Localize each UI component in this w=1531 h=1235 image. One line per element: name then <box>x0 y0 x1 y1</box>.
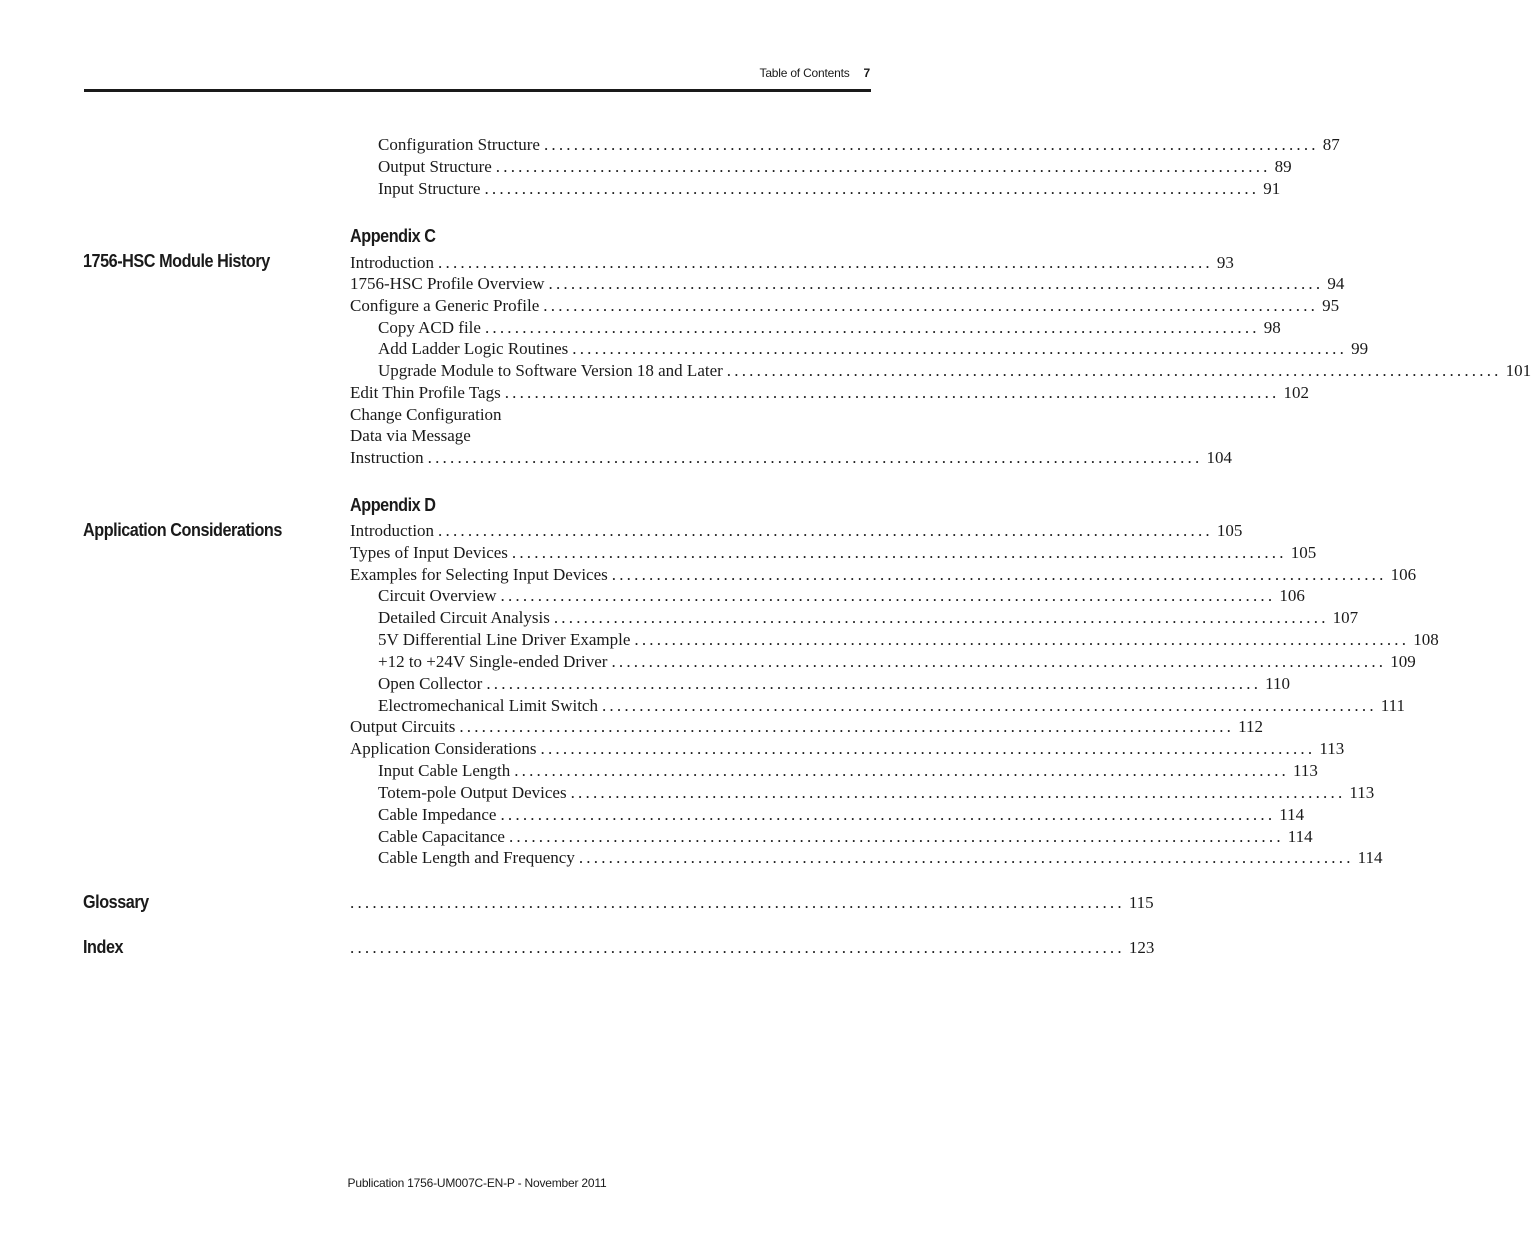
toc-entry-label: Detailed Circuit Analysis <box>378 608 550 627</box>
header-page-number: 7 <box>863 66 870 80</box>
toc-dot-leader: ........................................................................................................ <box>514 761 1290 780</box>
toc-entry[interactable] <box>378 782 1375 804</box>
toc-entry-label: Copy ACD file <box>378 318 481 337</box>
toc-entry-label: Totem-pole Output Devices <box>378 783 567 802</box>
toc-dot-leader: ........................................................................................................ <box>572 339 1348 358</box>
toc-entry-label: Data via Message <box>350 426 471 445</box>
toc-entry-label: Output Structure <box>378 157 492 176</box>
publication-footer: Publication 1756-UM007C-EN-P - November 2011 <box>347 1176 607 1190</box>
glossary-title: Glossary <box>83 892 149 912</box>
toc-entry[interactable] <box>350 738 1345 760</box>
toc-entry-glossary[interactable] <box>350 892 1154 914</box>
appendix-d-title: Appendix D <box>350 495 436 515</box>
toc-entry-label: Introduction <box>350 253 435 272</box>
toc-entry[interactable] <box>378 673 1291 695</box>
toc-entry[interactable] <box>378 651 1416 673</box>
toc-entry-label: Input Cable Length <box>378 761 511 780</box>
toc-entry-page: 94 <box>1327 274 1345 293</box>
toc-dot-leader: ........................................................................................................ <box>459 717 1235 736</box>
toc-dot-leader: ........................................................................................................ <box>438 253 1213 272</box>
toc-entry-label: Configuration Structure <box>378 135 540 154</box>
toc-entry-label: Output Circuits <box>350 717 456 736</box>
toc-entry-page: 105 <box>1216 521 1243 540</box>
toc-dot-leader: ........................................................................................................ <box>495 157 1271 176</box>
toc-entry-page: 107 <box>1332 608 1359 627</box>
toc-entry-label: Cable Capacitance <box>378 827 505 846</box>
toc-entry-label: Open Collector <box>378 674 483 693</box>
toc-entry[interactable] <box>378 134 1340 156</box>
toc-dot-leader: ........................................................................................................ <box>504 383 1280 402</box>
toc-entry[interactable] <box>378 585 1305 607</box>
toc-entry-page: 113 <box>1349 783 1375 802</box>
toc-entry[interactable] <box>378 847 1383 869</box>
toc-dot-leader: ........................................................................................................ <box>543 296 1319 315</box>
toc-dot-leader: ........................................................................................................ <box>500 586 1276 605</box>
toc-entry-page: 114 <box>1279 805 1305 824</box>
toc-entry-page: 87 <box>1322 135 1340 154</box>
toc-dot-leader: ........................................................................................................ <box>438 521 1213 540</box>
toc-entry-label: Application Considerations <box>350 739 537 758</box>
toc-entry-label: +12 to +24V Single-ended Driver <box>378 652 608 671</box>
toc-dot-leader: ........................................................................................................ <box>500 805 1276 824</box>
toc-entry-label: Upgrade Module to Software Version 18 and Later <box>378 361 723 380</box>
toc-entry[interactable] <box>350 252 1234 274</box>
toc-dot-leader: ........................................................................................................ <box>540 739 1316 758</box>
toc-entry-label: Add Ladder Logic Routines <box>378 339 569 358</box>
toc-dot-leader: ........................................................................................................ <box>548 274 1324 293</box>
toc-entry[interactable] <box>378 607 1359 629</box>
toc-entry-label: Types of Input Devices <box>350 543 508 562</box>
toc-entry[interactable] <box>378 760 1318 782</box>
toc-dot-leader: ........................................................................................................ <box>578 848 1354 867</box>
toc-entry-label: Cable Impedance <box>378 805 497 824</box>
toc-dot-leader: ........................................................................................................ <box>350 893 1125 912</box>
toc-entry-label: Instruction <box>350 448 424 467</box>
header-rule <box>84 89 871 92</box>
toc-entry[interactable] <box>350 425 870 447</box>
toc-entry-label: Examples for Selecting Input Devices <box>350 565 608 584</box>
toc-entry[interactable] <box>378 156 1292 178</box>
toc-entry-page: 101 <box>1505 361 1531 380</box>
toc-dot-leader: ........................................................................................................ <box>484 179 1260 198</box>
toc-entry-page: 99 <box>1351 339 1369 358</box>
appendix-d-chapter-title: Application Considerations <box>83 520 282 540</box>
toc-entry-page: 113 <box>1293 761 1318 780</box>
toc-dot-leader: ........................................................................................................ <box>611 652 1387 671</box>
toc-dot-leader: ........................................................................................................ <box>553 608 1329 627</box>
toc-entry-label: Input Structure <box>378 179 481 198</box>
toc-entry-page: 112 <box>1238 717 1263 736</box>
toc-dot-leader: ........................................................................................................ <box>484 318 1260 337</box>
toc-dot-leader: ........................................................................................................ <box>511 543 1287 562</box>
toc-entry[interactable] <box>378 178 1281 200</box>
toc-entry-index[interactable] <box>350 937 1155 959</box>
toc-entry-label: Circuit Overview <box>378 586 497 605</box>
toc-entry-label: 1756-HSC Profile Overview <box>350 274 545 293</box>
toc-entry-page: 115 <box>1128 893 1154 912</box>
toc-entry[interactable] <box>378 804 1305 826</box>
toc-entry-page: 113 <box>1319 739 1345 758</box>
toc-entry[interactable] <box>378 695 1406 717</box>
appendix-c-chapter-title: 1756-HSC Module History <box>83 251 270 271</box>
header-section-title: Table of Contents <box>759 66 850 80</box>
toc-entry[interactable] <box>378 338 1369 360</box>
toc-dot-leader: ........................................................................................................ <box>726 361 1502 380</box>
toc-entry-page: 108 <box>1413 630 1439 649</box>
toc-entry[interactable] <box>350 273 1345 295</box>
toc-entry-page: 123 <box>1128 938 1155 957</box>
toc-dot-leader: ........................................................................................................ <box>543 135 1319 154</box>
toc-entry-page: 109 <box>1390 652 1416 671</box>
toc-dot-leader: ........................................................................................................ <box>570 783 1346 802</box>
toc-dot-leader: ........................................................................................................ <box>508 827 1284 846</box>
toc-dot-leader: ........................................................................................................ <box>427 448 1203 467</box>
toc-entry[interactable] <box>378 317 1281 339</box>
toc-entry-page: 95 <box>1322 296 1340 315</box>
index-title: Index <box>83 937 124 957</box>
toc-entry-label: Electromechanical Limit Switch <box>378 696 598 715</box>
toc-dot-leader: ........................................................................................................ <box>486 674 1262 693</box>
toc-entry[interactable] <box>350 564 1417 586</box>
toc-entry-page: 91 <box>1263 179 1281 198</box>
toc-entry[interactable] <box>350 404 870 426</box>
toc-entry-page: 104 <box>1206 448 1232 467</box>
toc-dot-leader: ........................................................................................................ <box>601 696 1377 715</box>
toc-entry-page: 102 <box>1283 383 1310 402</box>
toc-entry[interactable] <box>350 382 1310 404</box>
toc-entry-label: Change Configuration <box>350 405 502 424</box>
toc-entry-page: 110 <box>1265 674 1291 693</box>
toc-entry-label: Cable Length and Frequency <box>378 848 575 867</box>
toc-entry-label: Configure a Generic Profile <box>350 296 540 315</box>
toc-entry[interactable] <box>350 542 1317 564</box>
toc-dot-leader: ........................................................................................................ <box>350 938 1125 957</box>
toc-entry-page: 89 <box>1274 157 1292 176</box>
toc-entry-label: Introduction <box>350 521 435 540</box>
appendix-c-title: Appendix C <box>350 226 436 246</box>
toc-entry[interactable] <box>350 295 1340 317</box>
toc-entry[interactable] <box>378 629 1439 651</box>
toc-entry-page: 105 <box>1290 543 1317 562</box>
toc-entry-label: 5V Differential Line Driver Example <box>378 630 631 649</box>
toc-entry[interactable] <box>350 447 1232 469</box>
toc-entry-label: Edit Thin Profile Tags <box>350 383 501 402</box>
toc-entry-page: 106 <box>1279 586 1305 605</box>
running-header <box>760 66 870 80</box>
toc-entry-page: 98 <box>1263 318 1281 337</box>
toc-dot-leader: ........................................................................................................ <box>611 565 1387 584</box>
toc-entry[interactable] <box>350 716 1263 738</box>
toc-entry-page: 111 <box>1380 696 1406 715</box>
toc-entry-page: 114 <box>1287 827 1313 846</box>
toc-entry-page: 114 <box>1357 848 1383 867</box>
toc-entry[interactable] <box>378 826 1313 848</box>
toc-entry[interactable] <box>378 360 1531 382</box>
toc-entry[interactable] <box>350 520 1243 542</box>
toc-entry-page: 93 <box>1216 253 1234 272</box>
toc-entry-page: 106 <box>1390 565 1417 584</box>
toc-dot-leader: ........................................................................................................ <box>634 630 1410 649</box>
